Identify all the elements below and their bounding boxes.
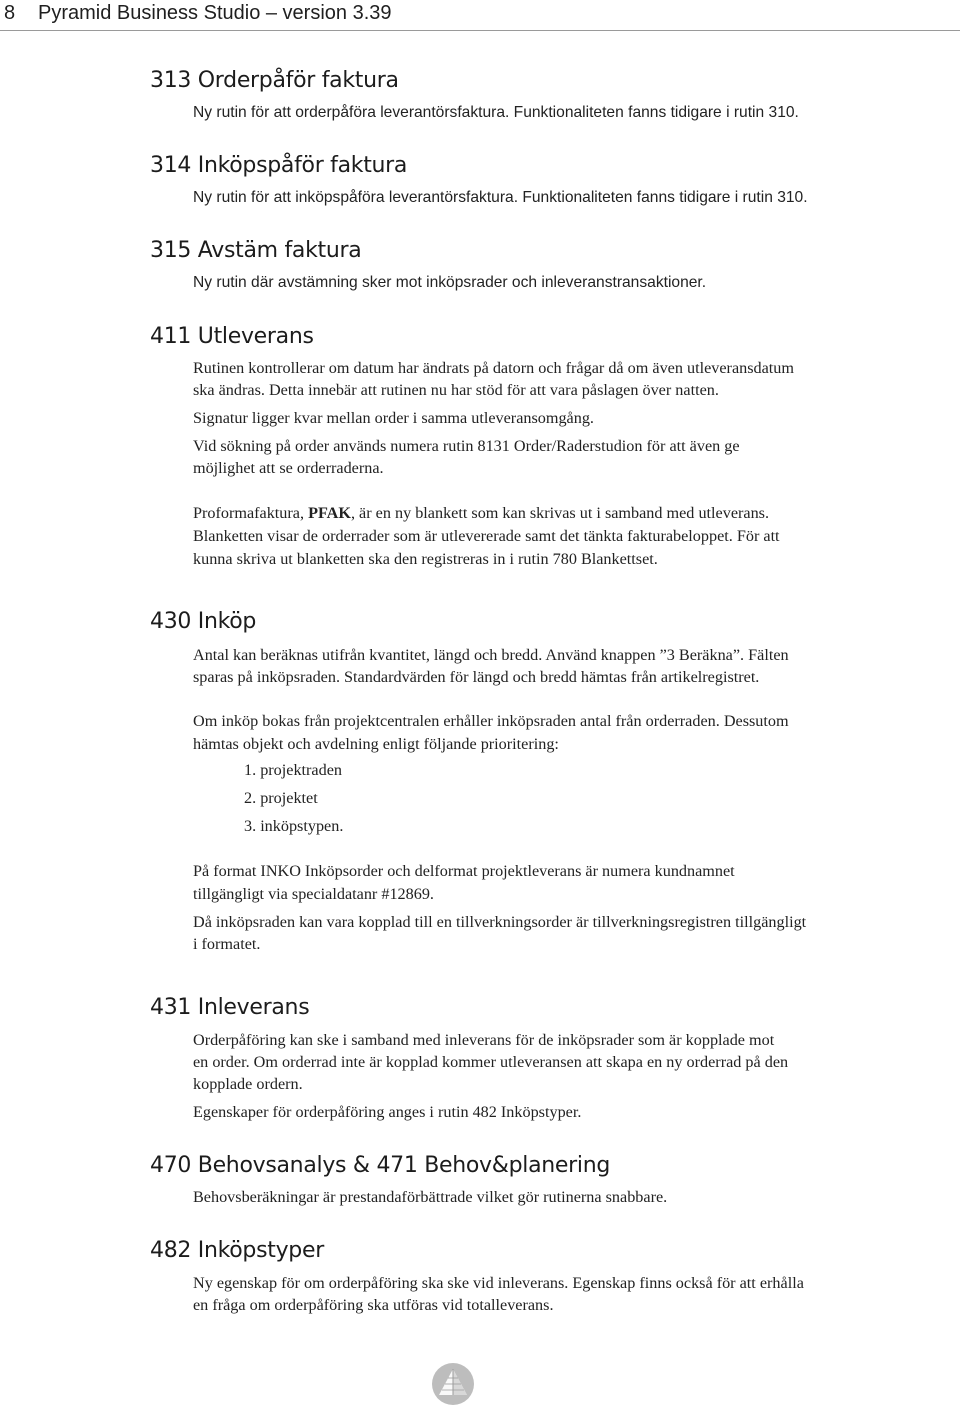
section-430-line: hämtas objekt och avdelning enligt följande prioritering: bbox=[193, 735, 559, 753]
running-title: Pyramid Business Studio – version 3.39 bbox=[38, 2, 392, 24]
section-heading-482: 482 Inköpstyper bbox=[150, 1238, 324, 1263]
section-411-line: Rutinen kontrollerar om datum har ändrats på datorn och frågar då om även utleveransdatum bbox=[193, 359, 794, 377]
section-430-line: På format INKO Inköpsorder och delformat projektleverans är numera kundnamnet bbox=[193, 862, 735, 880]
section-482-line: Ny egenskap för om orderpåföring ska ske vid inleverans. Egenskap finns också för att erhålla bbox=[193, 1274, 804, 1292]
pyramid-logo-icon bbox=[431, 1362, 475, 1406]
section-430-line: sparas på inköpsraden. Standardvärden för längd och bredd hämtas från artikelregistret. bbox=[193, 668, 760, 686]
proforma-text-rest: , är en ny blankett som kan skrivas ut i samband med utleverans. bbox=[350, 504, 770, 522]
page-header bbox=[0, 0, 960, 30]
section-411-line: ska ändras. Detta innebär att rutinen nu har stöd för att vara påslagen över natten. bbox=[193, 381, 719, 399]
section-411-line: Blanketten visar de orderrader som är utlevererade samt det tänkta fakturabeloppet. För att bbox=[193, 527, 780, 545]
section-470-line: Behovsberäkningar är prestandaförbättrade vilket gör rutinerna snabbare. bbox=[193, 1188, 668, 1206]
section-411-line: möjlighet att se orderraderna. bbox=[193, 459, 384, 477]
proforma-text: Proformafaktura, bbox=[193, 504, 309, 522]
section-313-text: Ny rutin för att orderpåföra leverantörsfaktura. Funktionaliteten fanns tidigare i rutin 310. bbox=[193, 104, 799, 121]
section-430-line: Om inköp bokas från projektcentralen erhåller inköpsraden antal från orderraden. Dessutom bbox=[193, 712, 789, 730]
section-heading-313: 313 Orderpåför faktura bbox=[150, 68, 399, 93]
priority-list-item: 1. projektraden bbox=[244, 761, 342, 779]
section-314-text: Ny rutin för att inköpspåföra leverantörsfaktura. Funktionaliteten fanns tidigare i rutin 310. bbox=[193, 189, 808, 206]
page-number: 8 bbox=[4, 2, 16, 24]
section-heading-411: 411 Utleverans bbox=[150, 324, 314, 349]
header-divider bbox=[0, 30, 960, 31]
priority-list-item: 3. inköpstypen. bbox=[244, 817, 344, 835]
section-431-line: kopplade ordern. bbox=[193, 1075, 303, 1093]
section-431-line: Egenskaper för orderpåföring anges i rutin 482 Inköpstyper. bbox=[193, 1103, 582, 1121]
section-430-line: i formatet. bbox=[193, 935, 261, 953]
section-411-line: kunna skriva ut blanketten ska den registreras in i rutin 780 Blankettset. bbox=[193, 550, 658, 568]
section-431-line: en order. Om orderrad inte är kopplad kommer utleveransen att skapa en ny orderrad på den bbox=[193, 1053, 789, 1071]
section-430-line: Antal kan beräknas utifrån kvantitet, längd och bredd. Använd knappen ”3 Beräkna”. Fälten bbox=[193, 646, 789, 664]
section-heading-315: 315 Avstäm faktura bbox=[150, 238, 362, 263]
section-482-line: en fråga om orderpåföring ska utföras vid totalleverans. bbox=[193, 1296, 554, 1314]
section-430-line: Då inköpsraden kan vara kopplad till en tillverkningsorder är tillverkningsregistren tillgängligt bbox=[193, 913, 807, 931]
section-411-line: Vid sökning på order används numera rutin 8131 Order/Raderstudion för att även ge bbox=[193, 437, 740, 455]
section-315-text: Ny rutin där avstämning sker mot inköpsrader och inleveranstransaktioner. bbox=[193, 274, 707, 291]
priority-list-item: 2. projektet bbox=[244, 789, 318, 807]
section-heading-431: 431 Inleverans bbox=[150, 995, 310, 1020]
section-heading-314: 314 Inköpspåför faktura bbox=[150, 153, 408, 178]
section-411-line: Signatur ligger kvar mellan order i samma utleveransomgång. bbox=[193, 409, 594, 427]
pfak-code: PFAK bbox=[308, 504, 351, 522]
section-411-proforma-line bbox=[193, 502, 769, 525]
section-heading-470: 470 Behovsanalys & 471 Behov&planering bbox=[150, 1153, 611, 1178]
section-heading-430: 430 Inköp bbox=[150, 609, 257, 634]
section-431-line: Orderpåföring kan ske i samband med inleverans för de inköpsrader som är kopplade mot bbox=[193, 1031, 775, 1049]
section-430-line: tillgängligt via specialdatanr #12869. bbox=[193, 885, 434, 903]
